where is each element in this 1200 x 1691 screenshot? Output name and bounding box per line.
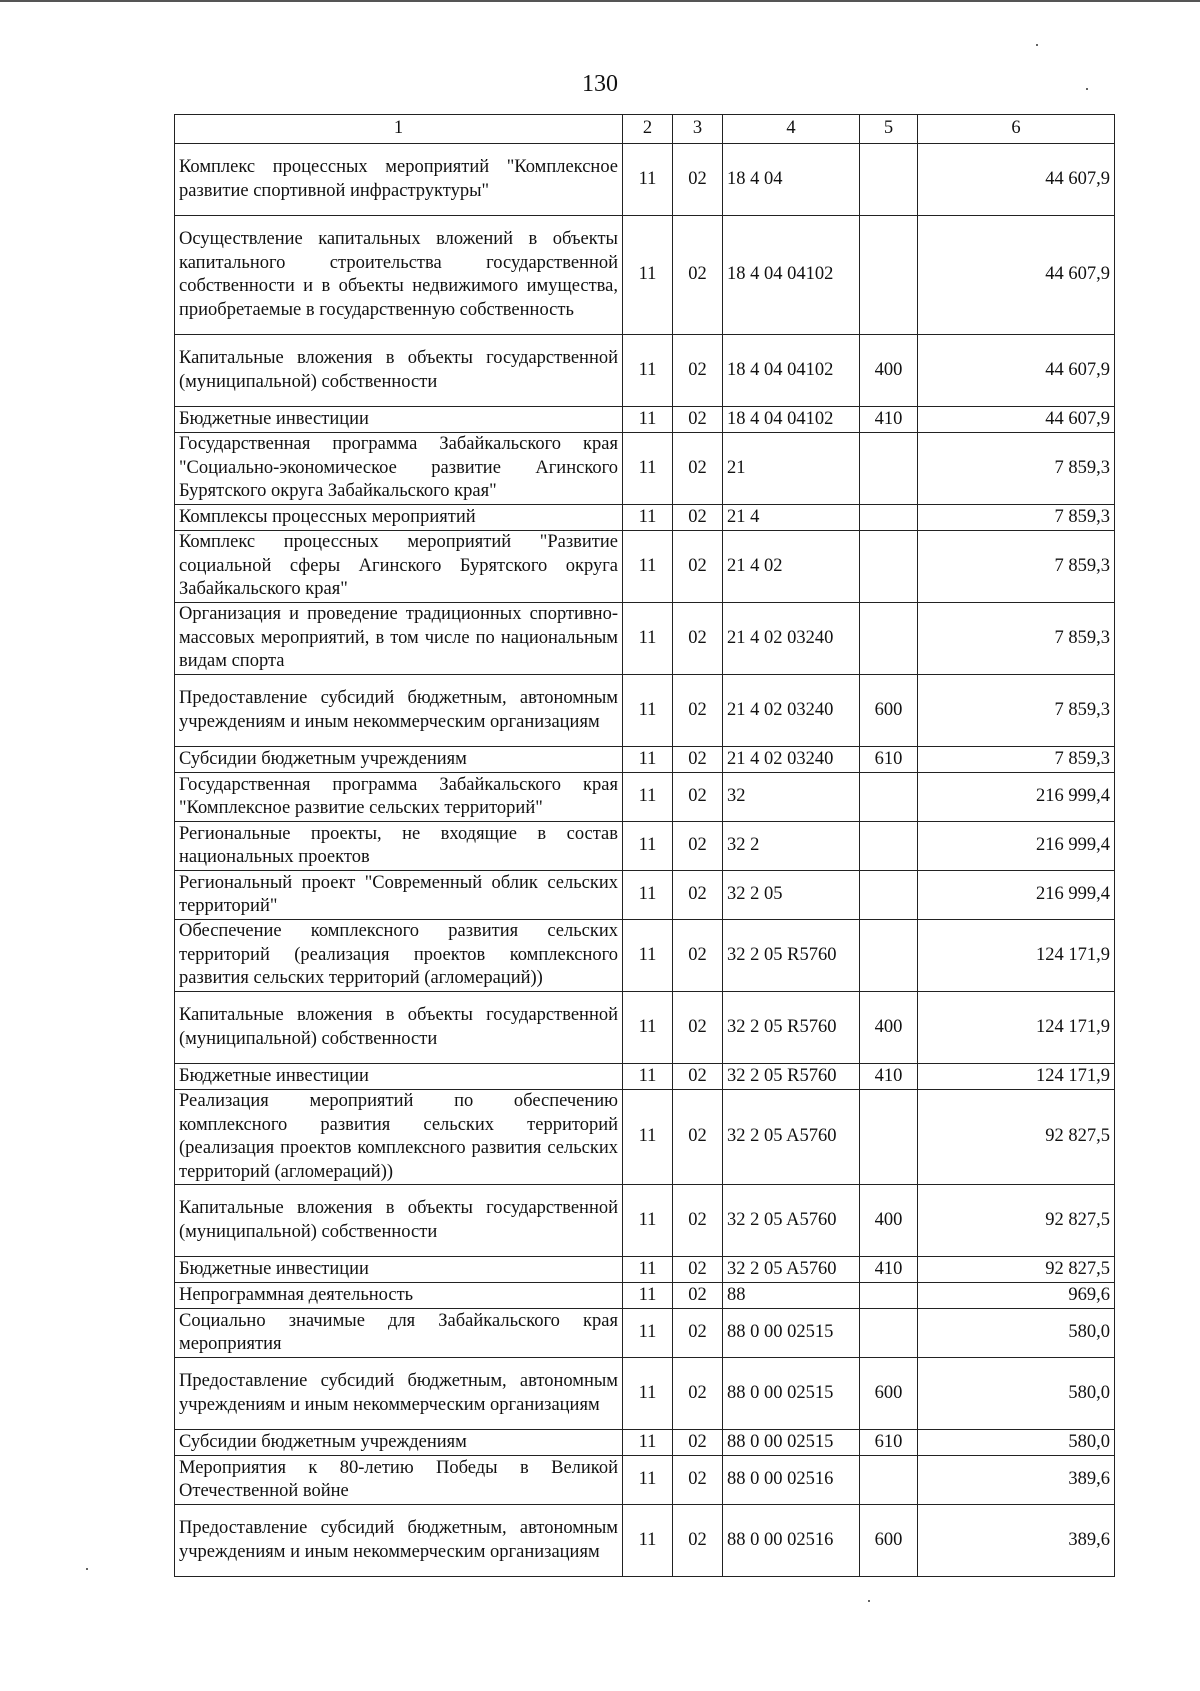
cell-col-5 bbox=[860, 822, 918, 871]
cell-col-3: 02 bbox=[673, 144, 723, 216]
cell-col-2: 11 bbox=[623, 1257, 673, 1283]
cell-col-2: 11 bbox=[623, 1064, 673, 1090]
cell-col-2: 11 bbox=[623, 433, 673, 505]
cell-amount: 389,6 bbox=[918, 1505, 1115, 1577]
page-number: 130 bbox=[582, 71, 618, 97]
cell-col-5 bbox=[860, 531, 918, 603]
cell-name: Предоставление субсидий бюджетным, автономным учреждениям и иным некоммерческим организациям bbox=[175, 675, 623, 747]
cell-amount: 7 859,3 bbox=[918, 531, 1115, 603]
cell-col-2: 11 bbox=[623, 505, 673, 531]
table-row bbox=[175, 1358, 1115, 1430]
cell-col-3: 02 bbox=[673, 1358, 723, 1430]
table-row bbox=[175, 1456, 1115, 1505]
scan-speck bbox=[86, 1568, 88, 1570]
cell-col-2: 11 bbox=[623, 920, 673, 992]
cell-col-3: 02 bbox=[673, 531, 723, 603]
table-row bbox=[175, 1309, 1115, 1358]
table-row bbox=[175, 531, 1115, 603]
cell-col-5: 610 bbox=[860, 1430, 918, 1456]
scan-top-edge bbox=[0, 0, 1200, 2]
cell-name: Обеспечение комплексного развития сельских территорий (реализация проектов комплексного развития сельских территорий (агломераций)) bbox=[175, 920, 623, 992]
cell-col-3: 02 bbox=[673, 675, 723, 747]
cell-name: Реализация мероприятий по обеспечению комплексного развития сельских территорий (реализация проектов комплексного развития сельских территорий (агломераций)) bbox=[175, 1090, 623, 1185]
header-col-3: 3 bbox=[673, 115, 723, 144]
cell-name: Непрограммная деятельность bbox=[175, 1283, 623, 1309]
table-row bbox=[175, 871, 1115, 920]
cell-name: Комплексы процессных мероприятий bbox=[175, 505, 623, 531]
table-row bbox=[175, 920, 1115, 992]
table-row bbox=[175, 992, 1115, 1064]
cell-col-5 bbox=[860, 773, 918, 822]
cell-col-2: 11 bbox=[623, 1505, 673, 1577]
cell-col-3: 02 bbox=[673, 1309, 723, 1358]
cell-amount: 216 999,4 bbox=[918, 773, 1115, 822]
budget-table bbox=[174, 114, 1115, 1577]
cell-code: 32 2 05 A5760 bbox=[723, 1090, 860, 1185]
cell-col-2: 11 bbox=[623, 1309, 673, 1358]
cell-col-2: 11 bbox=[623, 675, 673, 747]
table-row bbox=[175, 335, 1115, 407]
table-row bbox=[175, 1283, 1115, 1309]
cell-code: 32 2 05 R5760 bbox=[723, 1064, 860, 1090]
cell-col-3: 02 bbox=[673, 1064, 723, 1090]
cell-code: 18 4 04 04102 bbox=[723, 335, 860, 407]
cell-col-5 bbox=[860, 144, 918, 216]
cell-amount: 216 999,4 bbox=[918, 871, 1115, 920]
cell-col-5: 400 bbox=[860, 335, 918, 407]
cell-col-3: 02 bbox=[673, 920, 723, 992]
cell-name: Бюджетные инвестиции bbox=[175, 1257, 623, 1283]
cell-col-2: 11 bbox=[623, 216, 673, 335]
cell-col-2: 11 bbox=[623, 773, 673, 822]
cell-col-5 bbox=[860, 505, 918, 531]
cell-col-5: 410 bbox=[860, 1257, 918, 1283]
cell-code: 32 bbox=[723, 773, 860, 822]
cell-amount: 7 859,3 bbox=[918, 505, 1115, 531]
cell-code: 32 2 05 R5760 bbox=[723, 992, 860, 1064]
cell-col-2: 11 bbox=[623, 144, 673, 216]
scan-speck bbox=[1036, 44, 1038, 46]
cell-col-5: 410 bbox=[860, 1064, 918, 1090]
cell-code: 32 2 05 A5760 bbox=[723, 1185, 860, 1257]
cell-code: 88 0 00 02516 bbox=[723, 1505, 860, 1577]
table-header-row bbox=[175, 115, 1115, 144]
cell-name: Субсидии бюджетным учреждениям bbox=[175, 747, 623, 773]
cell-amount: 389,6 bbox=[918, 1456, 1115, 1505]
cell-code: 88 bbox=[723, 1283, 860, 1309]
cell-col-5 bbox=[860, 871, 918, 920]
table-row bbox=[175, 407, 1115, 433]
cell-code: 88 0 00 02515 bbox=[723, 1430, 860, 1456]
cell-col-5 bbox=[860, 433, 918, 505]
cell-col-5: 400 bbox=[860, 992, 918, 1064]
cell-amount: 124 171,9 bbox=[918, 992, 1115, 1064]
cell-amount: 124 171,9 bbox=[918, 1064, 1115, 1090]
cell-code: 21 4 02 03240 bbox=[723, 747, 860, 773]
cell-col-2: 11 bbox=[623, 992, 673, 1064]
table-row bbox=[175, 773, 1115, 822]
cell-name: Социально значимые для Забайкальского края мероприятия bbox=[175, 1309, 623, 1358]
cell-col-5 bbox=[860, 216, 918, 335]
cell-col-5: 600 bbox=[860, 1505, 918, 1577]
cell-col-2: 11 bbox=[623, 1185, 673, 1257]
cell-amount: 580,0 bbox=[918, 1309, 1115, 1358]
header-col-5: 5 bbox=[860, 115, 918, 144]
cell-col-5: 400 bbox=[860, 1185, 918, 1257]
cell-code: 32 2 bbox=[723, 822, 860, 871]
cell-code: 32 2 05 A5760 bbox=[723, 1257, 860, 1283]
cell-code: 21 4 02 bbox=[723, 531, 860, 603]
cell-name: Капитальные вложения в объекты государственной (муниципальной) собственности bbox=[175, 1185, 623, 1257]
table-row bbox=[175, 675, 1115, 747]
cell-col-3: 02 bbox=[673, 433, 723, 505]
cell-code: 88 0 00 02516 bbox=[723, 1456, 860, 1505]
cell-col-2: 11 bbox=[623, 1090, 673, 1185]
table-row bbox=[175, 603, 1115, 675]
cell-amount: 92 827,5 bbox=[918, 1257, 1115, 1283]
cell-amount: 216 999,4 bbox=[918, 822, 1115, 871]
cell-col-3: 02 bbox=[673, 1456, 723, 1505]
cell-amount: 7 859,3 bbox=[918, 603, 1115, 675]
table-row bbox=[175, 1090, 1115, 1185]
cell-code: 18 4 04 04102 bbox=[723, 407, 860, 433]
cell-name: Осуществление капитальных вложений в объекты капитального строительства государственной собственности и в объекты недвижимого имущества, приобретаемые в государственную собственность bbox=[175, 216, 623, 335]
cell-amount: 44 607,9 bbox=[918, 216, 1115, 335]
cell-col-3: 02 bbox=[673, 992, 723, 1064]
cell-col-5 bbox=[860, 1090, 918, 1185]
cell-col-5 bbox=[860, 1283, 918, 1309]
cell-code: 21 4 02 03240 bbox=[723, 675, 860, 747]
table-row bbox=[175, 1185, 1115, 1257]
cell-col-5: 410 bbox=[860, 407, 918, 433]
cell-col-5 bbox=[860, 603, 918, 675]
cell-code: 18 4 04 04102 bbox=[723, 216, 860, 335]
cell-col-5: 600 bbox=[860, 675, 918, 747]
cell-amount: 580,0 bbox=[918, 1430, 1115, 1456]
cell-name: Региональный проект "Современный облик сельских территорий" bbox=[175, 871, 623, 920]
cell-name: Предоставление субсидий бюджетным, автономным учреждениям и иным некоммерческим организациям bbox=[175, 1505, 623, 1577]
cell-col-3: 02 bbox=[673, 407, 723, 433]
cell-col-3: 02 bbox=[673, 1430, 723, 1456]
cell-code: 88 0 00 02515 bbox=[723, 1358, 860, 1430]
cell-col-3: 02 bbox=[673, 1257, 723, 1283]
table-body bbox=[175, 144, 1115, 1577]
table-row bbox=[175, 1064, 1115, 1090]
table-row bbox=[175, 1257, 1115, 1283]
cell-col-2: 11 bbox=[623, 407, 673, 433]
header-col-2: 2 bbox=[623, 115, 673, 144]
cell-name: Предоставление субсидий бюджетным, автономным учреждениям и иным некоммерческим организациям bbox=[175, 1358, 623, 1430]
scan-speck bbox=[1086, 88, 1088, 90]
table-row bbox=[175, 1505, 1115, 1577]
cell-name: Организация и проведение традиционных спортивно-массовых мероприятий, в том числе по национальным видам спорта bbox=[175, 603, 623, 675]
cell-col-3: 02 bbox=[673, 871, 723, 920]
cell-name: Мероприятия к 80-летию Победы в Великой Отечественной войне bbox=[175, 1456, 623, 1505]
cell-col-2: 11 bbox=[623, 1456, 673, 1505]
cell-col-2: 11 bbox=[623, 335, 673, 407]
cell-col-3: 02 bbox=[673, 335, 723, 407]
cell-col-5 bbox=[860, 1456, 918, 1505]
cell-name: Капитальные вложения в объекты государственной (муниципальной) собственности bbox=[175, 992, 623, 1064]
cell-code: 18 4 04 bbox=[723, 144, 860, 216]
header-col-4: 4 bbox=[723, 115, 860, 144]
cell-col-3: 02 bbox=[673, 747, 723, 773]
cell-col-5: 610 bbox=[860, 747, 918, 773]
cell-col-3: 02 bbox=[673, 1090, 723, 1185]
table-row bbox=[175, 433, 1115, 505]
cell-col-3: 02 bbox=[673, 1505, 723, 1577]
cell-code: 21 bbox=[723, 433, 860, 505]
table-row bbox=[175, 747, 1115, 773]
cell-amount: 7 859,3 bbox=[918, 747, 1115, 773]
cell-amount: 969,6 bbox=[918, 1283, 1115, 1309]
cell-name: Комплекс процессных мероприятий "Комплексное развитие спортивной инфраструктуры" bbox=[175, 144, 623, 216]
cell-col-2: 11 bbox=[623, 603, 673, 675]
cell-amount: 44 607,9 bbox=[918, 407, 1115, 433]
cell-col-2: 11 bbox=[623, 1283, 673, 1309]
cell-col-3: 02 bbox=[673, 822, 723, 871]
cell-col-5: 600 bbox=[860, 1358, 918, 1430]
cell-col-2: 11 bbox=[623, 1358, 673, 1430]
table-row bbox=[175, 505, 1115, 531]
cell-col-3: 02 bbox=[673, 773, 723, 822]
cell-name: Комплекс процессных мероприятий "Развитие социальной сферы Агинского Бурятского округа Забайкальского края" bbox=[175, 531, 623, 603]
table-row bbox=[175, 822, 1115, 871]
cell-col-2: 11 bbox=[623, 822, 673, 871]
cell-amount: 7 859,3 bbox=[918, 675, 1115, 747]
cell-amount: 92 827,5 bbox=[918, 1090, 1115, 1185]
cell-col-3: 02 bbox=[673, 505, 723, 531]
scan-speck bbox=[868, 1600, 870, 1602]
cell-col-3: 02 bbox=[673, 603, 723, 675]
table-row bbox=[175, 144, 1115, 216]
cell-name: Субсидии бюджетным учреждениям bbox=[175, 1430, 623, 1456]
cell-col-2: 11 bbox=[623, 871, 673, 920]
cell-col-5 bbox=[860, 1309, 918, 1358]
table-row bbox=[175, 1430, 1115, 1456]
cell-code: 21 4 02 03240 bbox=[723, 603, 860, 675]
cell-name: Государственная программа Забайкальского края "Социально-экономическое развитие Агинского Бурятского округа Забайкальского края" bbox=[175, 433, 623, 505]
cell-code: 32 2 05 R5760 bbox=[723, 920, 860, 992]
header-col-1: 1 bbox=[175, 115, 623, 144]
cell-name: Региональные проекты, не входящие в состав национальных проектов bbox=[175, 822, 623, 871]
cell-col-2: 11 bbox=[623, 747, 673, 773]
cell-amount: 7 859,3 bbox=[918, 433, 1115, 505]
cell-code: 32 2 05 bbox=[723, 871, 860, 920]
cell-col-3: 02 bbox=[673, 216, 723, 335]
header-col-6: 6 bbox=[918, 115, 1115, 144]
cell-col-2: 11 bbox=[623, 1430, 673, 1456]
cell-col-3: 02 bbox=[673, 1283, 723, 1309]
table-row bbox=[175, 216, 1115, 335]
cell-amount: 580,0 bbox=[918, 1358, 1115, 1430]
cell-name: Бюджетные инвестиции bbox=[175, 407, 623, 433]
cell-name: Бюджетные инвестиции bbox=[175, 1064, 623, 1090]
cell-code: 88 0 00 02515 bbox=[723, 1309, 860, 1358]
cell-code: 21 4 bbox=[723, 505, 860, 531]
cell-amount: 44 607,9 bbox=[918, 335, 1115, 407]
cell-name: Государственная программа Забайкальского края "Комплексное развитие сельских территорий" bbox=[175, 773, 623, 822]
cell-col-5 bbox=[860, 920, 918, 992]
cell-name: Капитальные вложения в объекты государственной (муниципальной) собственности bbox=[175, 335, 623, 407]
cell-col-3: 02 bbox=[673, 1185, 723, 1257]
cell-amount: 92 827,5 bbox=[918, 1185, 1115, 1257]
cell-amount: 44 607,9 bbox=[918, 144, 1115, 216]
cell-col-2: 11 bbox=[623, 531, 673, 603]
cell-amount: 124 171,9 bbox=[918, 920, 1115, 992]
